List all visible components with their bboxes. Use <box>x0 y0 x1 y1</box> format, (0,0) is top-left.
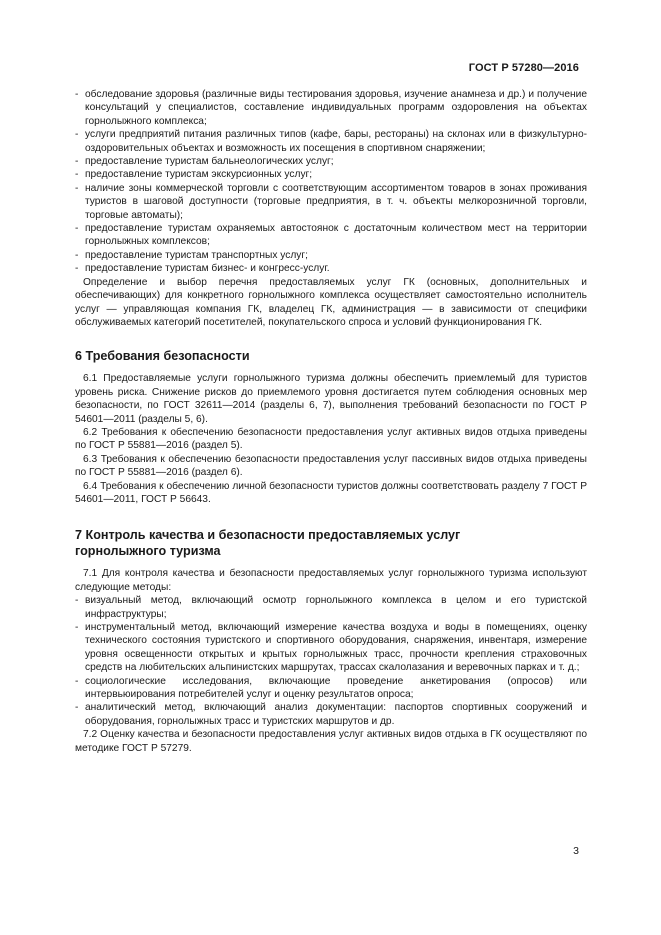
list-item-text: предоставление туристам бальнеологических услуг; <box>85 156 334 168</box>
page-number: 3 <box>573 845 579 857</box>
list-item-text: услуги предприятий питания различных типов (кафе, бары, рестораны) на склонах или в физкультурно-оздоровительных объектах и возможность их посещения в спортивном снаряжении; <box>85 129 587 154</box>
list-item-text: аналитический метод, включающий анализ документации: паспортов спортивных сооружений и оборудования, горнолыжных трасс и туристских маршрутов и др. <box>85 702 587 727</box>
list-item-text: предоставление туристам бизнес- и конгресс-услуг. <box>85 263 330 275</box>
methods-bullet-list <box>75 594 587 728</box>
list-item <box>75 621 587 675</box>
intro-paragraph: Определение и выбор перечня предоставляемых услуг ГК (основных, дополнительных и обеспечивающих) для конкретного горнолыжного комплекса осуществляет самостоятельно исполнитель услуг — управляющая компания ГК, владелец ГК, администрация — в зависимости от специфики обслуживаемых категорий посетителей, покупательского спроса и условий функционирования ГК. <box>75 276 587 328</box>
clause-6-1: 6.1 Предоставляемые услуги горнолыжного туризма должны обеспечить приемлемый для туристов уровень риска. Снижение рисков до приемлемого уровня достигается путем соблюдения основных мер безопасности, по ГОСТ 32611—2014 (разделы 6, 7), выполнения требований безопасности по ГОСТ Р 54601—2011 (разделы 5, 6). <box>75 373 587 425</box>
bullet-marker: - <box>75 129 79 141</box>
section-6-heading: 6 Требования безопасности <box>75 349 250 364</box>
list-item <box>75 701 587 728</box>
section-7-heading-line-2: горнолыжного туризма <box>75 544 221 559</box>
page-content <box>75 88 587 755</box>
bullet-marker: - <box>75 622 79 633</box>
clause-6-4: 6.4 Требования к обеспечению личной безопасности туристов должны соответствовать разделу 7 ГОСТ Р 54601—2011, ГОСТ Р 56643. <box>75 480 587 505</box>
list-item <box>75 262 587 275</box>
clause-7-2: 7.2 Оценку качества и безопасности предоставления услуг активных видов отдыха в ГК осуществляют по методике ГОСТ Р 57279. <box>75 729 587 754</box>
list-item <box>75 168 587 181</box>
list-item-text: инструментальный метод, включающий измерение качества воздуха и воды в помещениях, оценку технического состояния туристского и спортивного оборудования, снаряжения, инвентаря, измерение уровня освещенности открытых и крытых горнолыжных трасс, прочности крепления страховочных средств на любительских альпинистских маршрутах, трассах скалолазания и веревочных парках и т. д.; <box>85 622 587 674</box>
list-item-text: предоставление туристам транспортных услуг; <box>85 249 308 261</box>
section-7-heading <box>75 527 587 559</box>
document-header-standard-id: ГОСТ Р 57280—2016 <box>468 62 579 74</box>
clause-6-2: 6.2 Требования к обеспечению безопасности предоставления услуг активных видов отдыха приведены по ГОСТ Р 55881—2016 (раздел 5). <box>75 426 587 452</box>
bullet-marker: - <box>75 223 79 235</box>
bullet-marker: - <box>75 675 79 687</box>
clause-6-3: 6.3 Требования к обеспечению безопасности предоставления услуг пассивных видов отдыха приведены по ГОСТ Р 55881—2016 (раздел 6). <box>75 453 587 479</box>
bullet-marker: - <box>75 702 79 714</box>
list-item-text: предоставление туристам экскурсионных услуг; <box>85 169 313 181</box>
list-item-text: социологические исследования, включающие проведение анкетирования (опросов) или интервьюирования потребителей услуг и оценку результатов опроса; <box>85 675 587 701</box>
list-item <box>75 128 587 155</box>
list-item <box>75 88 587 128</box>
bullet-marker: - <box>75 89 79 100</box>
bullet-marker: - <box>75 156 79 168</box>
intro-bullet-list <box>75 88 587 276</box>
list-item <box>75 182 587 222</box>
list-item-text: наличие зоны коммерческой торговли с соответствующим ассортиментом товаров в зонах проживания туристов в шаговой доступности (торговые предприятия, в т. ч. объекты мелкорозничной торговли, торговые автоматы); <box>85 182 587 221</box>
section-7-heading-line-1: 7 Контроль качества и безопасности предоставляемых услуг <box>75 528 461 543</box>
clause-7-1: 7.1 Для контроля качества и безопасности предоставляемых услуг горнолыжного туризма используют следующие методы: <box>75 568 587 593</box>
bullet-marker: - <box>75 169 79 181</box>
list-item-text: визуальный метод, включающий осмотр горнолыжного комплекса в целом и его туристской инфраструктуры; <box>85 595 587 620</box>
list-item <box>75 594 587 621</box>
list-item <box>75 222 587 249</box>
bullet-marker: - <box>75 249 79 261</box>
list-item <box>75 155 587 168</box>
list-item <box>75 675 587 702</box>
bullet-marker: - <box>75 182 79 194</box>
bullet-marker: - <box>75 263 79 275</box>
list-item-text: предоставление туристам охраняемых автостоянок с достаточным количеством мест на территории горнолыжных комплексов; <box>85 223 587 248</box>
bullet-marker: - <box>75 595 79 607</box>
list-item-text: обследование здоровья (различные виды тестирования здоровья, изучение анамнеза и др.) и получение консультаций у специалистов, составление индивидуальных программ оздоровления на объектах горнолыжного комплекса; <box>85 89 587 127</box>
list-item <box>75 249 587 262</box>
